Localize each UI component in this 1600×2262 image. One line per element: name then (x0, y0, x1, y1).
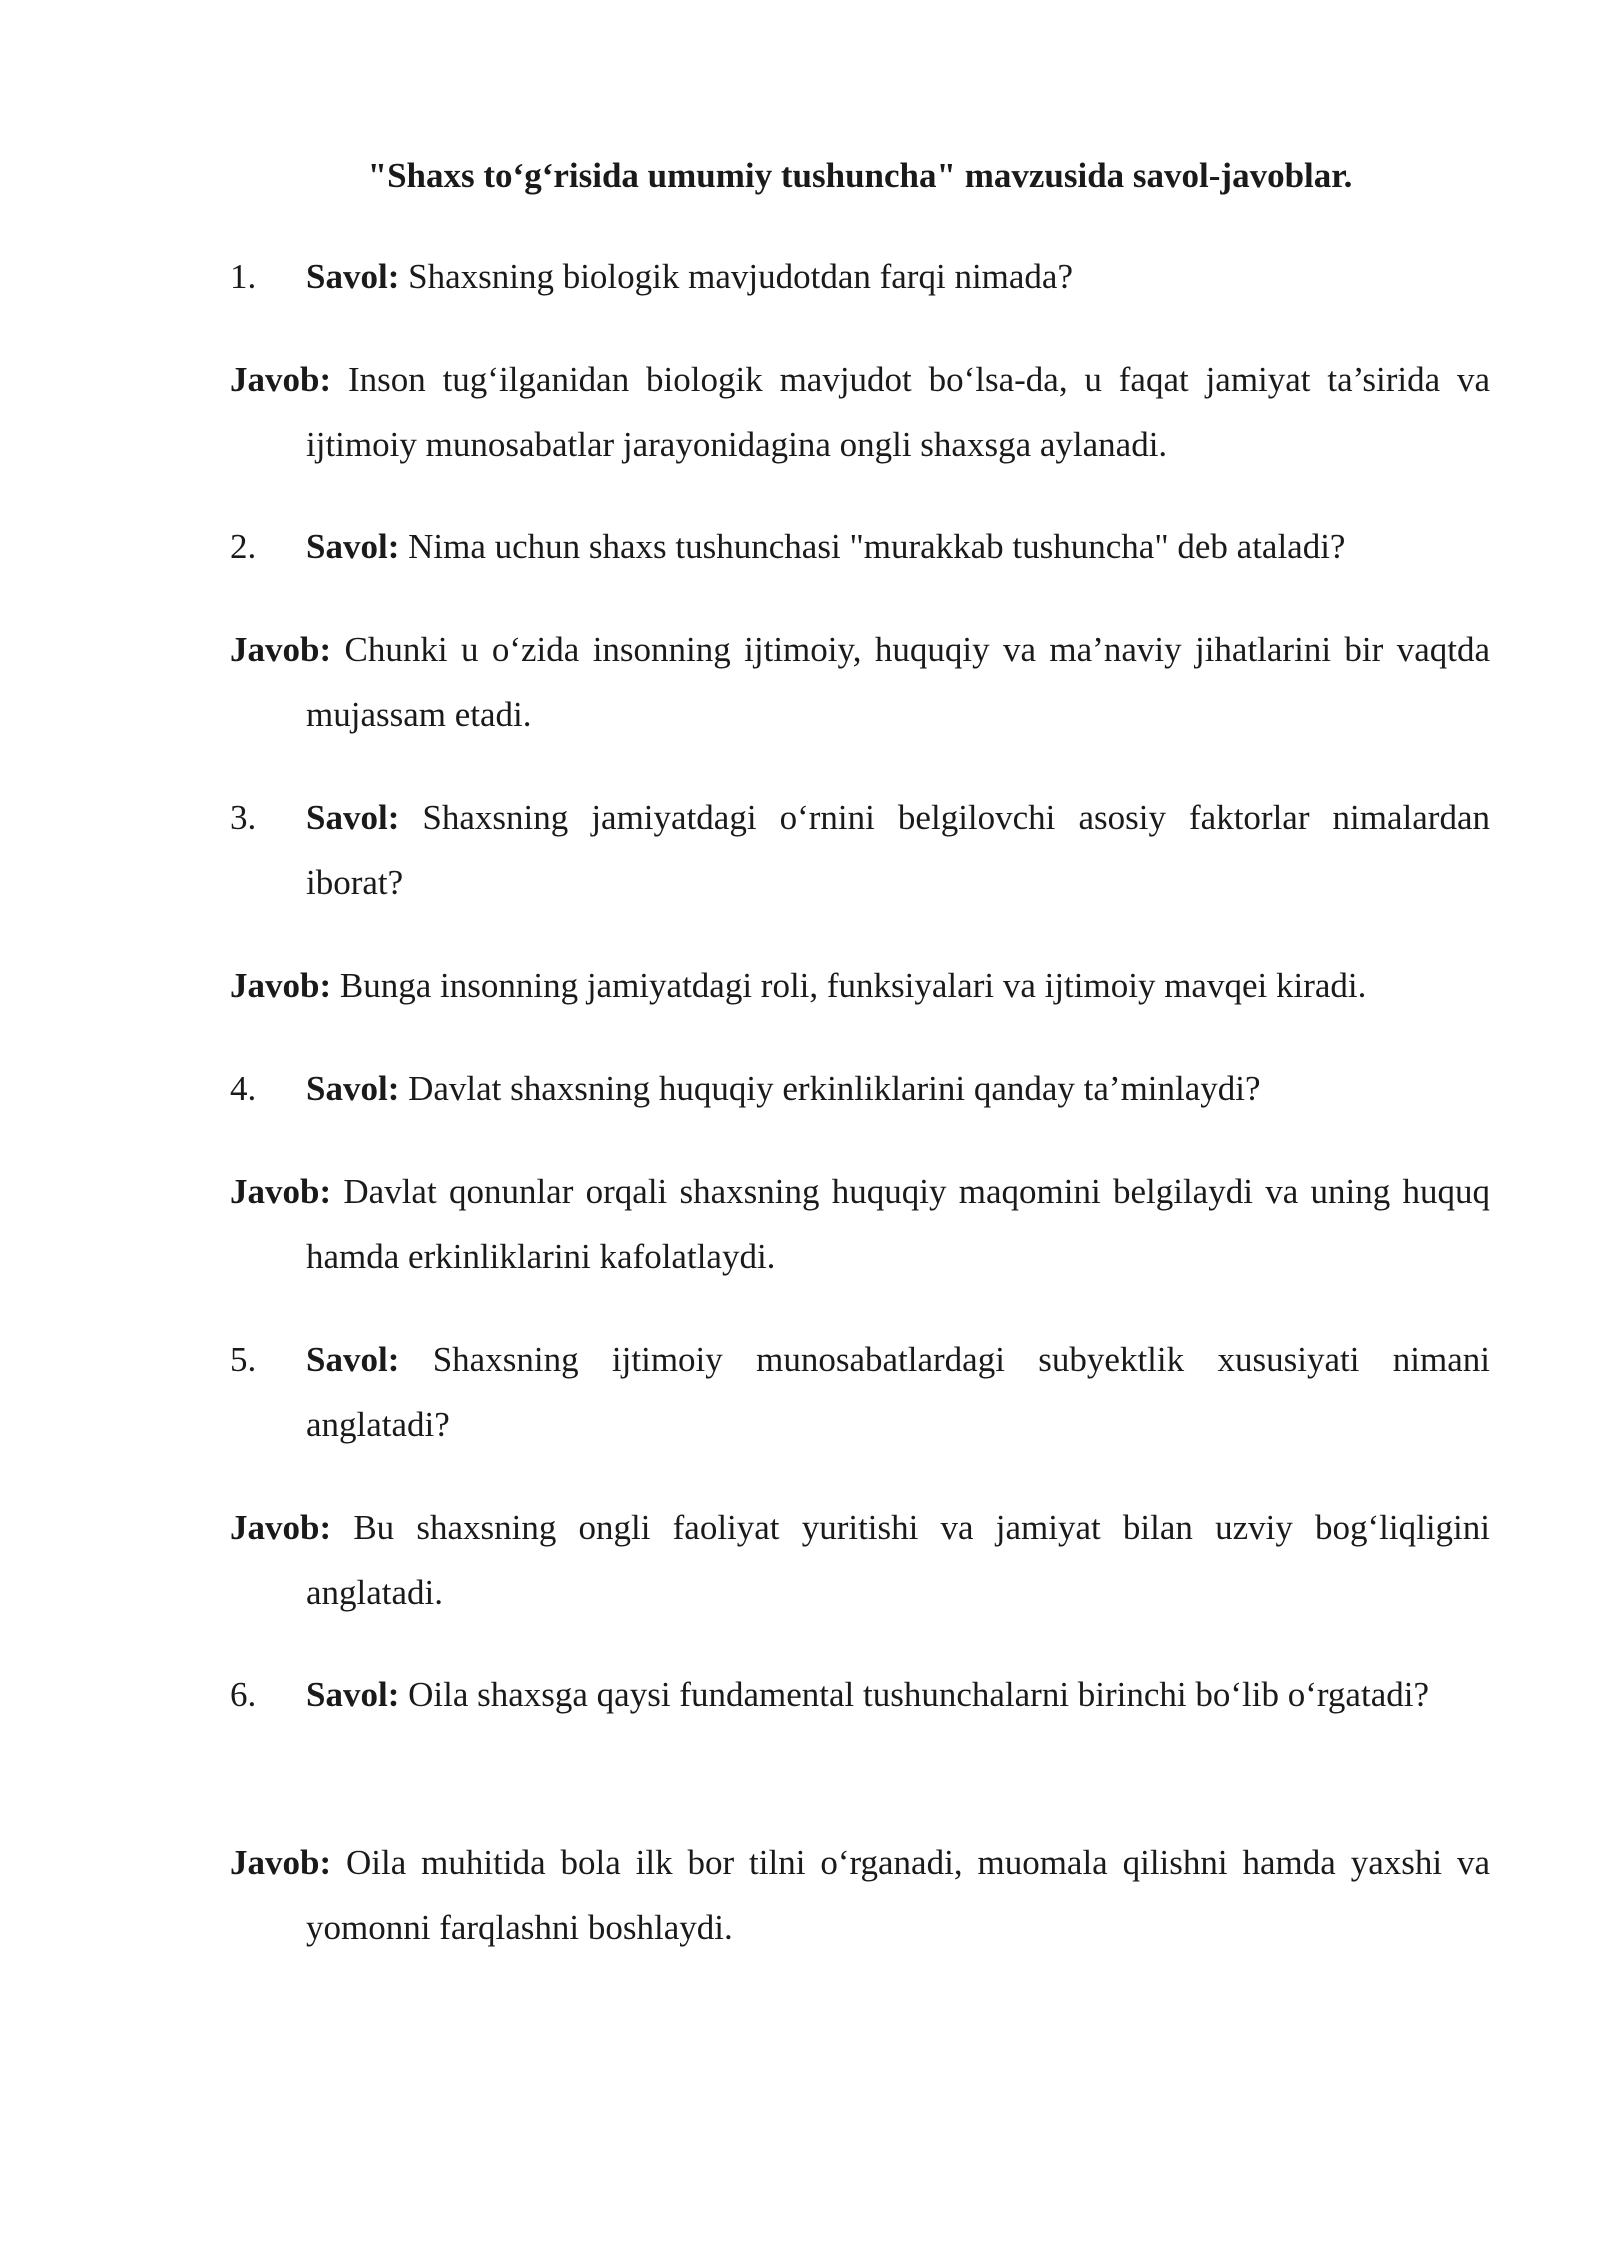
answer-3 (230, 953, 1490, 1018)
question-3 (230, 785, 1490, 915)
answer-5 (230, 1495, 1490, 1625)
question-2 (230, 514, 1490, 579)
qa-item-1 (230, 244, 1490, 309)
answer-2 (230, 617, 1490, 747)
question-text: Shaxsning ijtimoiy munosabatlardagi subyektlik xususiyati nimani anglatadi? (306, 1340, 1490, 1444)
answer-text: Bu shaxsning ongli faoliyat yuritishi va jamiyat bilan uzviy bog‘liqligini anglatadi. (306, 1508, 1491, 1612)
answer-block-5 (230, 1495, 1490, 1625)
question-label: Savol: (306, 1069, 400, 1108)
answer-block-4 (230, 1159, 1490, 1289)
qa-item-4 (230, 1056, 1490, 1121)
qa-item-3 (230, 785, 1490, 915)
answer-text: Oila muhitida bola ilk bor tilni o‘rganadi, muomala qilishni hamda yaxshi va yomonni farqlashni boshlaydi. (306, 1843, 1491, 1947)
answer-block-2 (230, 617, 1490, 747)
question-number: 6. (230, 1675, 257, 1714)
document-title: "Shaxs to‘g‘risida umumiy tushuncha" mavzusida savol-javoblar. (367, 156, 1353, 195)
answer-label: Javob: (230, 360, 332, 399)
question-label: Savol: (306, 257, 400, 296)
question-label: Savol: (306, 798, 400, 837)
answer-block-6 (230, 1830, 1490, 1960)
qa-item-6 (230, 1662, 1490, 1727)
answer-label: Javob: (230, 630, 332, 669)
answer-label: Javob: (230, 1172, 332, 1211)
question-number: 1. (230, 257, 257, 296)
answer-text: Bunga insonning jamiyatdagi roli, funksiyalari va ijtimoiy mavqei kiradi. (339, 966, 1367, 1005)
question-text: Shaxsning biologik mavjudotdan farqi nimada? (408, 257, 1073, 296)
question-4 (230, 1056, 1490, 1121)
question-5 (230, 1327, 1490, 1457)
question-label: Savol: (306, 1340, 400, 1379)
answer-4 (230, 1159, 1490, 1289)
question-text: Davlat shaxsning huquqiy erkinliklarini qanday ta’minlaydi? (408, 1069, 1261, 1108)
question-number: 3. (230, 798, 257, 837)
answer-text: Chunki u o‘zida insonning ijtimoiy, huquqiy va ma’naviy jihatlarini bir vaqtda mujassam etadi. (306, 630, 1490, 734)
question-text: Oila shaxsga qaysi fundamental tushunchalarni birinchi bo‘lib o‘rgatadi? (408, 1675, 1429, 1714)
qa-item-2 (230, 514, 1490, 579)
qa-item-5 (230, 1327, 1490, 1457)
answer-block-3 (230, 953, 1490, 1018)
answer-label: Javob: (230, 966, 332, 1005)
question-number: 5. (230, 1340, 257, 1379)
question-text: Nima uchun shaxs tushunchasi "murakkab tushuncha" deb ataladi? (408, 527, 1346, 566)
question-text: Shaxsning jamiyatdagi o‘rnini belgilovchi asosiy faktorlar nimalardan iborat? (306, 798, 1490, 902)
question-number: 2. (230, 527, 257, 566)
question-label: Savol: (306, 1675, 400, 1714)
question-6 (230, 1662, 1490, 1727)
answer-label: Javob: (230, 1843, 332, 1882)
question-label: Savol: (306, 527, 400, 566)
answer-text: Inson tug‘ilganidan biologik mavjudot bo‘lsa-da, u faqat jamiyat ta’sirida va ijtimoiy munosabatlar jarayonidagina ongli shaxsga aylanadi. (306, 360, 1490, 464)
answer-text: Davlat qonunlar orqali shaxsning huquqiy maqomini belgilaydi va uning huquq hamda erkinliklarini kafolatlaydi. (306, 1172, 1490, 1276)
answer-6 (230, 1830, 1490, 1960)
answer-1 (230, 347, 1490, 477)
question-1 (230, 244, 1490, 309)
answer-label: Javob: (230, 1508, 332, 1547)
answer-block-1 (230, 347, 1490, 477)
question-number: 4. (230, 1069, 257, 1108)
